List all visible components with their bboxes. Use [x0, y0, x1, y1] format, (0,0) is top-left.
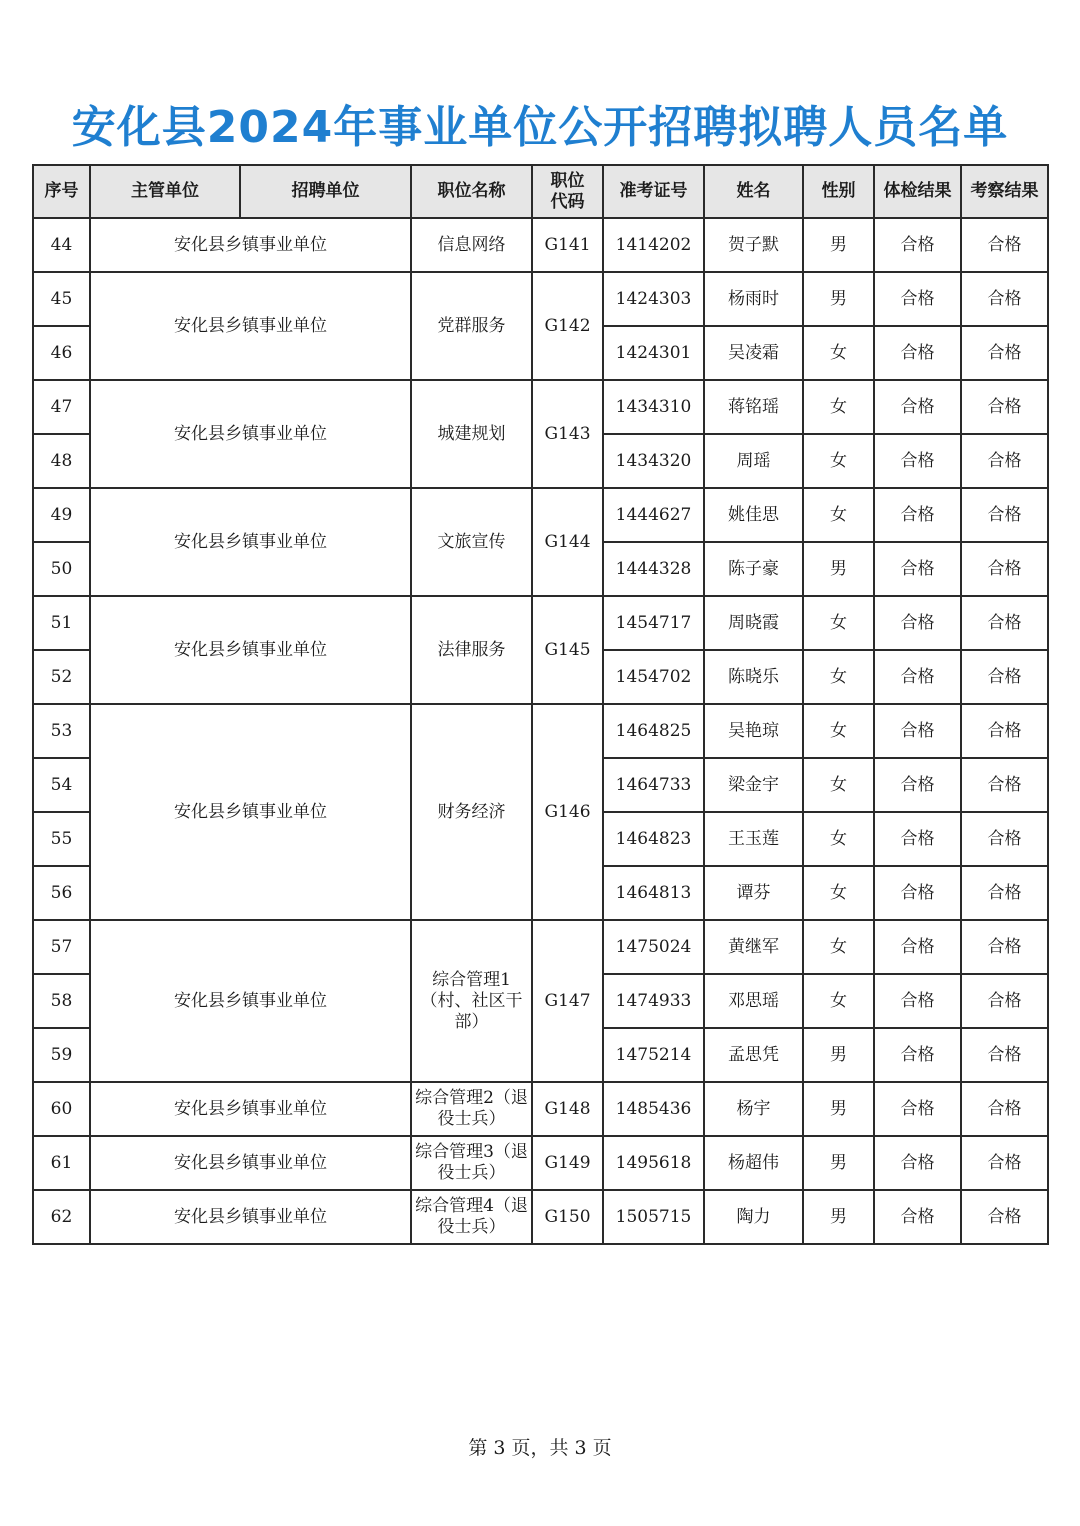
seq-cell: 62 — [33, 1190, 90, 1244]
gender-cell: 女 — [803, 650, 874, 704]
medical-result-cell: 合格 — [874, 434, 961, 488]
unit-cell: 安化县乡镇事业单位 — [90, 920, 411, 1082]
seq-cell: 61 — [33, 1136, 90, 1190]
header-dept: 主管单位 — [90, 165, 240, 218]
seq-cell: 59 — [33, 1028, 90, 1082]
name-cell: 周晓霞 — [704, 596, 803, 650]
medical-result-cell: 合格 — [874, 704, 961, 758]
review-result-cell: 合格 — [961, 272, 1048, 326]
position-cell: 综合管理1（村、社区干部） — [411, 920, 532, 1082]
code-cell: G149 — [532, 1136, 603, 1190]
review-result-cell: 合格 — [961, 1136, 1048, 1190]
unit-cell: 安化县乡镇事业单位 — [90, 596, 411, 704]
gender-cell: 女 — [803, 704, 874, 758]
seq-cell: 44 — [33, 218, 90, 272]
name-cell: 谭芬 — [704, 866, 803, 920]
position-cell: 综合管理4（退役士兵） — [411, 1190, 532, 1244]
review-result-cell: 合格 — [961, 974, 1048, 1028]
position-cell: 综合管理3（退役士兵） — [411, 1136, 532, 1190]
page-title: 安化县2024年事业单位公开招聘拟聘人员名单 — [71, 102, 1009, 153]
header-review: 考察结果 — [961, 165, 1048, 218]
review-result-cell: 合格 — [961, 542, 1048, 596]
unit-cell: 安化县乡镇事业单位 — [90, 1082, 411, 1136]
review-result-cell: 合格 — [961, 650, 1048, 704]
table-row — [33, 1082, 1048, 1136]
review-result-cell: 合格 — [961, 326, 1048, 380]
code-cell: G142 — [532, 272, 603, 380]
code-cell: G143 — [532, 380, 603, 488]
exam-number-cell: 1464733 — [603, 758, 704, 812]
review-result-cell: 合格 — [961, 434, 1048, 488]
position-cell: 文旅宣传 — [411, 488, 532, 596]
gender-cell: 女 — [803, 326, 874, 380]
name-cell: 吴艳琼 — [704, 704, 803, 758]
exam-number-cell: 1424303 — [603, 272, 704, 326]
name-cell: 姚佳思 — [704, 488, 803, 542]
table-row — [33, 1190, 1048, 1244]
medical-result-cell: 合格 — [874, 650, 961, 704]
code-cell: G147 — [532, 920, 603, 1082]
name-cell: 杨超伟 — [704, 1136, 803, 1190]
position-cell: 财务经济 — [411, 704, 532, 920]
name-cell: 周瑶 — [704, 434, 803, 488]
seq-cell: 52 — [33, 650, 90, 704]
code-cell: G145 — [532, 596, 603, 704]
exam-number-cell: 1434320 — [603, 434, 704, 488]
position-cell: 城建规划 — [411, 380, 532, 488]
seq-cell: 55 — [33, 812, 90, 866]
unit-cell: 安化县乡镇事业单位 — [90, 1190, 411, 1244]
table-row — [33, 380, 1048, 434]
exam-number-cell: 1505715 — [603, 1190, 704, 1244]
table-row — [33, 218, 1048, 272]
gender-cell: 男 — [803, 1136, 874, 1190]
exam-number-cell: 1424301 — [603, 326, 704, 380]
header-seq: 序号 — [33, 165, 90, 218]
header-position: 职位名称 — [411, 165, 532, 218]
recruitment-table — [32, 164, 1049, 1245]
exam-number-cell: 1495618 — [603, 1136, 704, 1190]
exam-number-cell: 1475214 — [603, 1028, 704, 1082]
table-row — [33, 1136, 1048, 1190]
table-row — [33, 272, 1048, 326]
position-cell: 党群服务 — [411, 272, 532, 380]
medical-result-cell: 合格 — [874, 1082, 961, 1136]
header-code-line1: 职位 — [550, 170, 585, 191]
seq-cell: 58 — [33, 974, 90, 1028]
position-cell: 法律服务 — [411, 596, 532, 704]
header-gender: 性别 — [803, 165, 874, 218]
name-cell: 陈晓乐 — [704, 650, 803, 704]
code-cell: G148 — [532, 1082, 603, 1136]
medical-result-cell: 合格 — [874, 1136, 961, 1190]
gender-cell: 女 — [803, 596, 874, 650]
gender-cell: 男 — [803, 218, 874, 272]
seq-cell: 54 — [33, 758, 90, 812]
seq-cell: 51 — [33, 596, 90, 650]
gender-cell: 男 — [803, 542, 874, 596]
table-row — [33, 704, 1048, 758]
seq-cell: 45 — [33, 272, 90, 326]
review-result-cell: 合格 — [961, 866, 1048, 920]
page-footer: 第 3 页，共 3 页 — [468, 1437, 612, 1459]
name-cell: 贺子默 — [704, 218, 803, 272]
name-cell: 杨宇 — [704, 1082, 803, 1136]
position-cell: 综合管理2（退役士兵） — [411, 1082, 532, 1136]
review-result-cell: 合格 — [961, 812, 1048, 866]
seq-cell: 49 — [33, 488, 90, 542]
medical-result-cell: 合格 — [874, 812, 961, 866]
gender-cell: 男 — [803, 1082, 874, 1136]
review-result-cell: 合格 — [961, 1082, 1048, 1136]
medical-result-cell: 合格 — [874, 542, 961, 596]
review-result-cell: 合格 — [961, 596, 1048, 650]
header-name: 姓名 — [704, 165, 803, 218]
header-exam: 准考证号 — [603, 165, 704, 218]
medical-result-cell: 合格 — [874, 866, 961, 920]
review-result-cell: 合格 — [961, 1028, 1048, 1082]
gender-cell: 女 — [803, 812, 874, 866]
seq-cell: 48 — [33, 434, 90, 488]
exam-number-cell: 1474933 — [603, 974, 704, 1028]
position-cell: 信息网络 — [411, 218, 532, 272]
gender-cell: 女 — [803, 974, 874, 1028]
medical-result-cell: 合格 — [874, 218, 961, 272]
code-cell: G146 — [532, 704, 603, 920]
gender-cell: 女 — [803, 488, 874, 542]
medical-result-cell: 合格 — [874, 380, 961, 434]
seq-cell: 57 — [33, 920, 90, 974]
table-body — [33, 218, 1048, 1244]
unit-cell: 安化县乡镇事业单位 — [90, 272, 411, 380]
name-cell: 杨雨时 — [704, 272, 803, 326]
table-row — [33, 488, 1048, 542]
gender-cell: 男 — [803, 1190, 874, 1244]
exam-number-cell: 1454717 — [603, 596, 704, 650]
exam-number-cell: 1454702 — [603, 650, 704, 704]
header-code-line2: 代码 — [550, 191, 585, 212]
unit-cell: 安化县乡镇事业单位 — [90, 380, 411, 488]
name-cell: 黄继军 — [704, 920, 803, 974]
exam-number-cell: 1464825 — [603, 704, 704, 758]
gender-cell: 女 — [803, 758, 874, 812]
table-row — [33, 596, 1048, 650]
exam-number-cell: 1475024 — [603, 920, 704, 974]
code-cell: G150 — [532, 1190, 603, 1244]
review-result-cell: 合格 — [961, 920, 1048, 974]
medical-result-cell: 合格 — [874, 1028, 961, 1082]
seq-cell: 53 — [33, 704, 90, 758]
unit-cell: 安化县乡镇事业单位 — [90, 704, 411, 920]
name-cell: 吴凌霜 — [704, 326, 803, 380]
review-result-cell: 合格 — [961, 488, 1048, 542]
review-result-cell: 合格 — [961, 1190, 1048, 1244]
seq-cell: 46 — [33, 326, 90, 380]
name-cell: 邓思瑶 — [704, 974, 803, 1028]
unit-cell: 安化县乡镇事业单位 — [90, 1136, 411, 1190]
seq-cell: 50 — [33, 542, 90, 596]
header-unit: 招聘单位 — [240, 165, 411, 218]
code-cell: G144 — [532, 488, 603, 596]
header-code — [532, 165, 603, 218]
code-cell: G141 — [532, 218, 603, 272]
name-cell: 陶力 — [704, 1190, 803, 1244]
gender-cell: 男 — [803, 272, 874, 326]
exam-number-cell: 1444328 — [603, 542, 704, 596]
name-cell: 陈子豪 — [704, 542, 803, 596]
review-result-cell: 合格 — [961, 758, 1048, 812]
gender-cell: 女 — [803, 920, 874, 974]
gender-cell: 女 — [803, 866, 874, 920]
seq-cell: 56 — [33, 866, 90, 920]
seq-cell: 47 — [33, 380, 90, 434]
medical-result-cell: 合格 — [874, 758, 961, 812]
unit-cell: 安化县乡镇事业单位 — [90, 218, 411, 272]
medical-result-cell: 合格 — [874, 326, 961, 380]
exam-number-cell: 1444627 — [603, 488, 704, 542]
exam-number-cell: 1464823 — [603, 812, 704, 866]
exam-number-cell: 1464813 — [603, 866, 704, 920]
review-result-cell: 合格 — [961, 218, 1048, 272]
gender-cell: 女 — [803, 434, 874, 488]
table-header — [33, 165, 1048, 218]
name-cell: 梁金宇 — [704, 758, 803, 812]
medical-result-cell: 合格 — [874, 920, 961, 974]
exam-number-cell: 1434310 — [603, 380, 704, 434]
gender-cell: 男 — [803, 1028, 874, 1082]
seq-cell: 60 — [33, 1082, 90, 1136]
header-medical: 体检结果 — [874, 165, 961, 218]
table-row — [33, 920, 1048, 974]
medical-result-cell: 合格 — [874, 974, 961, 1028]
unit-cell: 安化县乡镇事业单位 — [90, 488, 411, 596]
medical-result-cell: 合格 — [874, 596, 961, 650]
gender-cell: 女 — [803, 380, 874, 434]
medical-result-cell: 合格 — [874, 1190, 961, 1244]
name-cell: 王玉莲 — [704, 812, 803, 866]
medical-result-cell: 合格 — [874, 272, 961, 326]
exam-number-cell: 1414202 — [603, 218, 704, 272]
exam-number-cell: 1485436 — [603, 1082, 704, 1136]
review-result-cell: 合格 — [961, 380, 1048, 434]
name-cell: 孟思凭 — [704, 1028, 803, 1082]
review-result-cell: 合格 — [961, 704, 1048, 758]
medical-result-cell: 合格 — [874, 488, 961, 542]
name-cell: 蒋铭瑶 — [704, 380, 803, 434]
